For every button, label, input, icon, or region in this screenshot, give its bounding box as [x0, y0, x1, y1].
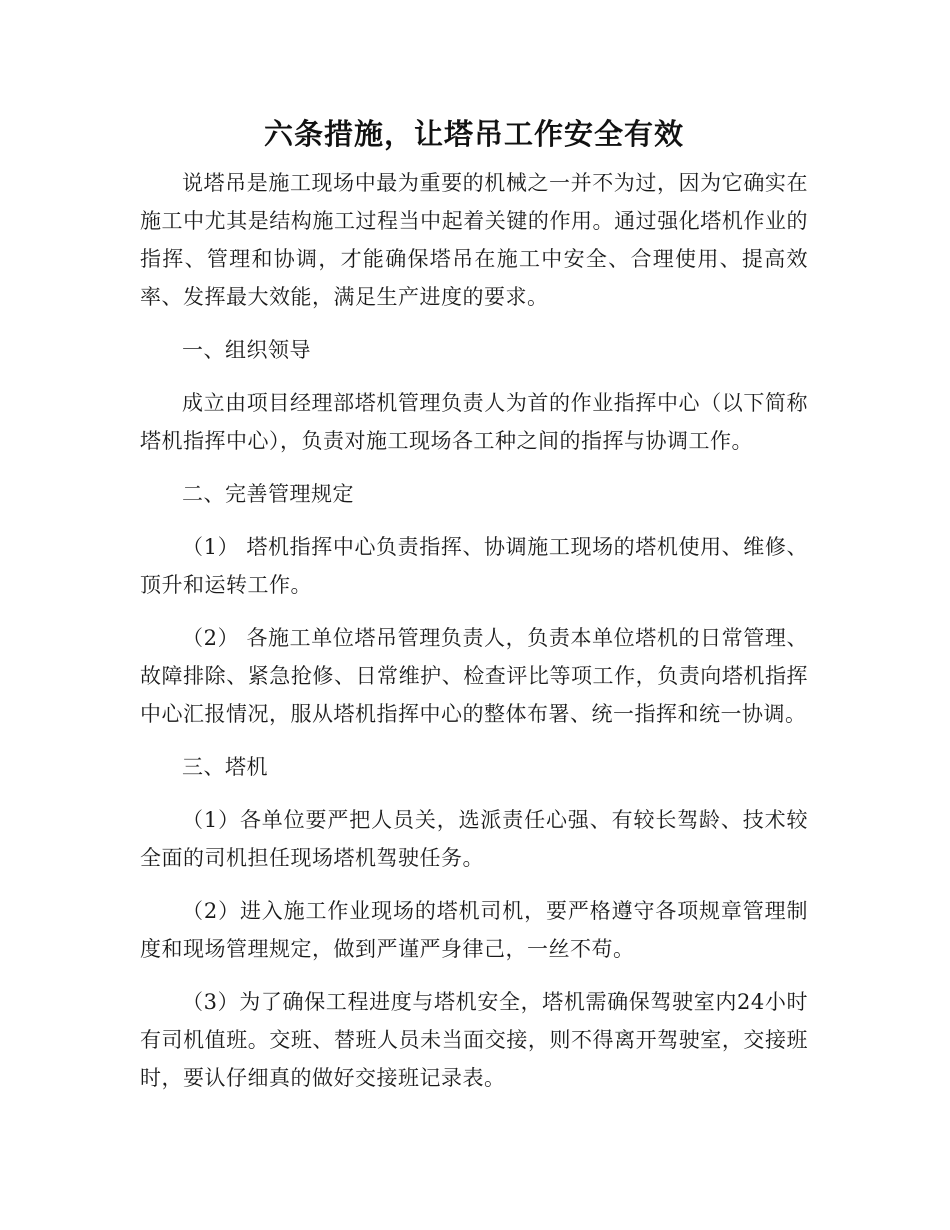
section-heading: 一、组织领导 — [182, 338, 311, 362]
section-heading: 二、完善管理规定 — [182, 482, 354, 506]
section-paragraph: 成立由项目经理部塔机管理负责人为首的作业指挥中心（以下简称塔机指挥中心），负责对施工现场各工种之间的指挥与协调工作。 — [140, 391, 808, 453]
list-item: （1） 塔机指挥中心负责指挥、协调施工现场的塔机使用、维修、顶升和运转工作。 — [140, 535, 808, 597]
section-management-rules — [140, 475, 808, 733]
section-organization — [140, 331, 808, 460]
document-title: 六条措施，让塔吊工作安全有效 — [263, 117, 684, 151]
list-item: （2） 各施工单位塔吊管理负责人，负责本单位塔机的日常管理、故障排除、紧急抢修、日常维护、检查评比等项工作，负责向塔机指挥中心汇报情况，服从塔机指挥中心的整体布署、统一指挥和统一协调。 — [140, 626, 808, 726]
list-item: （3）为了确保工程进度与塔机安全，塔机需确保驾驶室内24小时有司机值班。交班、替班人员未当面交接，则不得离开驾驶室，交接班时，要认仔细真的做好交接班记录表。 — [140, 990, 808, 1090]
section-heading: 三、塔机 — [182, 755, 268, 779]
intro-paragraph: 说塔吊是施工现场中最为重要的机械之一并不为过，因为它确实在施工中尤其是结构施工过程当中起着关键的作用。通过强化塔机作业的指挥、管理和协调，才能确保塔吊在施工中安全、合理使用、提高效率、发挥最大效能，满足生产进度的要求。 — [140, 171, 808, 309]
list-item: （1）各单位要严把人员关，选派责任心强、有较长驾龄、技术较全面的司机担任现场塔机驾驶任务。 — [140, 808, 808, 870]
document-page — [140, 100, 808, 1112]
list-item: （2）进入施工作业现场的塔机司机，要严格遵守各项规章管理制度和现场管理规定，做到严谨严身律己，一丝不苟。 — [140, 899, 808, 961]
section-tower-crane — [140, 748, 808, 1097]
